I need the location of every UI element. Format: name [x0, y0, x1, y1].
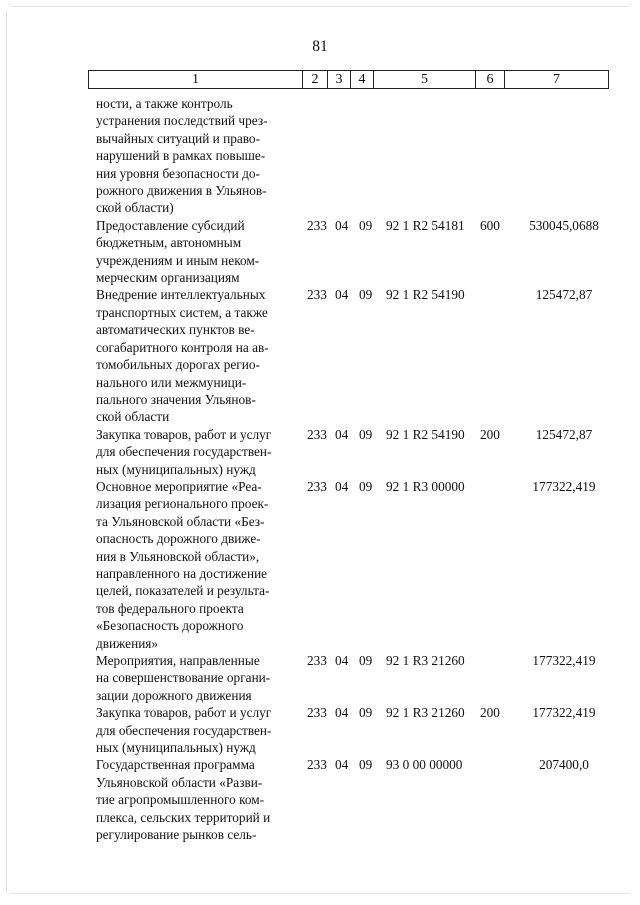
description-line: мерческим организациям: [96, 270, 240, 286]
amount: 125472,87: [535, 426, 593, 442]
section-code: 04: [335, 217, 349, 233]
description-line: автоматических пунктов ве-: [96, 322, 255, 338]
section-code: 04: [335, 653, 349, 668]
subsection-code: 09: [359, 705, 373, 721]
column-header-table: [88, 70, 609, 89]
description-line: плекса, сельских территорий и: [96, 809, 271, 825]
subsection-code: 09: [359, 653, 373, 668]
subsection-code: 09: [359, 217, 373, 233]
scan-edge-mark: [10, 6, 630, 7]
scan-edge-mark: [10, 893, 630, 894]
target-article-code: 92 1 R2 54190: [386, 287, 465, 303]
header-col-5: 5: [374, 71, 476, 89]
section-code: 04: [335, 705, 349, 721]
header-col-6: 6: [476, 71, 505, 89]
section-code: 04: [335, 478, 349, 494]
target-article-code: 92 1 R2 54190: [386, 426, 465, 442]
header-col-7: 7: [505, 71, 609, 89]
grbs-code: 233: [307, 653, 327, 668]
subsection-code: 09: [359, 426, 373, 442]
description-line: для обеспечения государствен-: [96, 722, 272, 738]
grbs-code: 233: [307, 757, 327, 773]
description-line: опасность дорожного движе-: [96, 531, 261, 547]
description-line: ных (муниципальных) нужд: [96, 740, 256, 756]
row-description: [96, 652, 298, 704]
amount: 207400,0: [539, 757, 589, 773]
table-row: [0, 756, 640, 843]
description-line: Ульяновской области «Разви-: [96, 774, 263, 790]
table-row: [0, 217, 640, 287]
table-row: [0, 426, 640, 478]
budget-rows: [0, 95, 640, 843]
target-article-code: 93 0 00 00000: [386, 757, 463, 773]
row-description: [96, 426, 298, 478]
table-row: [0, 652, 640, 704]
description-line: томобильных дорогах регио-: [96, 357, 260, 373]
expense-type-code: 600: [480, 217, 500, 233]
column-header-row: [89, 71, 609, 89]
grbs-code: 233: [307, 705, 327, 721]
description-line: движения»: [96, 635, 159, 651]
row-description: [96, 478, 298, 652]
subsection-code: 09: [359, 478, 373, 494]
header-col-4: 4: [351, 71, 374, 89]
table-row: [0, 478, 640, 652]
page-number: 81: [312, 38, 328, 55]
grbs-code: 233: [307, 426, 327, 442]
scan-edge-mark: [6, 12, 7, 892]
grbs-code: 233: [307, 217, 327, 233]
description-line: целей, показателей и результа-: [96, 583, 270, 599]
description-line: для обеспечения государствен-: [96, 444, 272, 460]
section-code: 04: [335, 287, 349, 303]
amount: 177322,419: [532, 653, 596, 668]
target-article-code: 92 1 R3 21260: [386, 653, 465, 668]
target-article-code: 92 1 R3 21260: [386, 705, 465, 721]
description-line: ской области): [96, 200, 174, 216]
description-line: тие агропромышленного ком-: [96, 792, 265, 808]
description-line: зации дорожного движения: [96, 687, 252, 703]
description-line: Государственная программа: [96, 757, 255, 773]
description-line: Основное мероприятие «Реа-: [96, 478, 262, 494]
description-line: нарушений в рамках повыше-: [96, 148, 266, 164]
description-line: Предоставление субсидий: [96, 217, 245, 233]
description-line: ных (муниципальных) нужд: [96, 461, 256, 477]
target-article-code: 92 1 R3 00000: [386, 478, 465, 494]
grbs-code: 233: [307, 287, 327, 303]
description-line: пального значения Ульянов-: [96, 391, 256, 407]
section-code: 04: [335, 426, 349, 442]
amount: 177322,419: [532, 705, 596, 721]
amount: 125472,87: [535, 287, 593, 303]
description-line: тов федерального проекта: [96, 600, 244, 616]
description-line: согабаритного контроля на ав-: [96, 339, 269, 355]
amount: 530045,0688: [529, 217, 599, 233]
description-line: ской области: [96, 409, 170, 425]
row-description: [96, 286, 298, 425]
description-line: ния в Ульяновской области»,: [96, 548, 260, 564]
description-line: транспортных систем, а также: [96, 304, 268, 320]
description-line: ности, а также контроль: [96, 96, 233, 111]
description-line: вычайных ситуаций и право-: [96, 130, 261, 146]
subsection-code: 09: [359, 287, 373, 303]
row-description: [96, 704, 298, 756]
description-line: устранения последствий чрез-: [96, 113, 268, 129]
description-line: учреждениям и иным неком-: [96, 252, 260, 268]
row-description: [96, 95, 298, 217]
description-line: регулирование рынков сель-: [96, 827, 257, 843]
expense-type-code: 200: [480, 705, 500, 721]
grbs-code: 233: [307, 478, 327, 494]
expense-type-code: 200: [480, 426, 500, 442]
subsection-code: 09: [359, 757, 373, 773]
description-line: Закупка товаров, работ и услуг: [96, 426, 272, 442]
description-line: бюджетным, автономным: [96, 235, 242, 251]
description-line: рожного движения в Ульянов-: [96, 183, 267, 199]
description-line: направленного на достижение: [96, 565, 268, 581]
description-line: Мероприятия, направленные: [96, 653, 260, 668]
header-col-2: 2: [303, 71, 328, 89]
row-description: [96, 756, 298, 843]
header-col-3: 3: [328, 71, 351, 89]
table-row: [0, 95, 640, 217]
section-code: 04: [335, 757, 349, 773]
description-line: «Безопасность дорожного: [96, 618, 244, 634]
target-article-code: 92 1 R2 54181: [386, 217, 465, 233]
table-row: [0, 286, 640, 425]
description-line: нального или межмуници-: [96, 374, 247, 390]
description-line: та Ульяновской области «Без-: [96, 513, 265, 529]
description-line: ния уровня безопасности до-: [96, 165, 260, 181]
description-line: лизация регионального проек-: [96, 496, 269, 512]
header-col-1: 1: [89, 71, 303, 89]
description-line: на совершенствование органи-: [96, 670, 271, 686]
table-row: [0, 704, 640, 756]
row-description: [96, 217, 298, 287]
description-line: Закупка товаров, работ и услуг: [96, 705, 272, 721]
amount: 177322,419: [532, 478, 596, 494]
description-line: Внедрение интеллектуальных: [96, 287, 266, 303]
